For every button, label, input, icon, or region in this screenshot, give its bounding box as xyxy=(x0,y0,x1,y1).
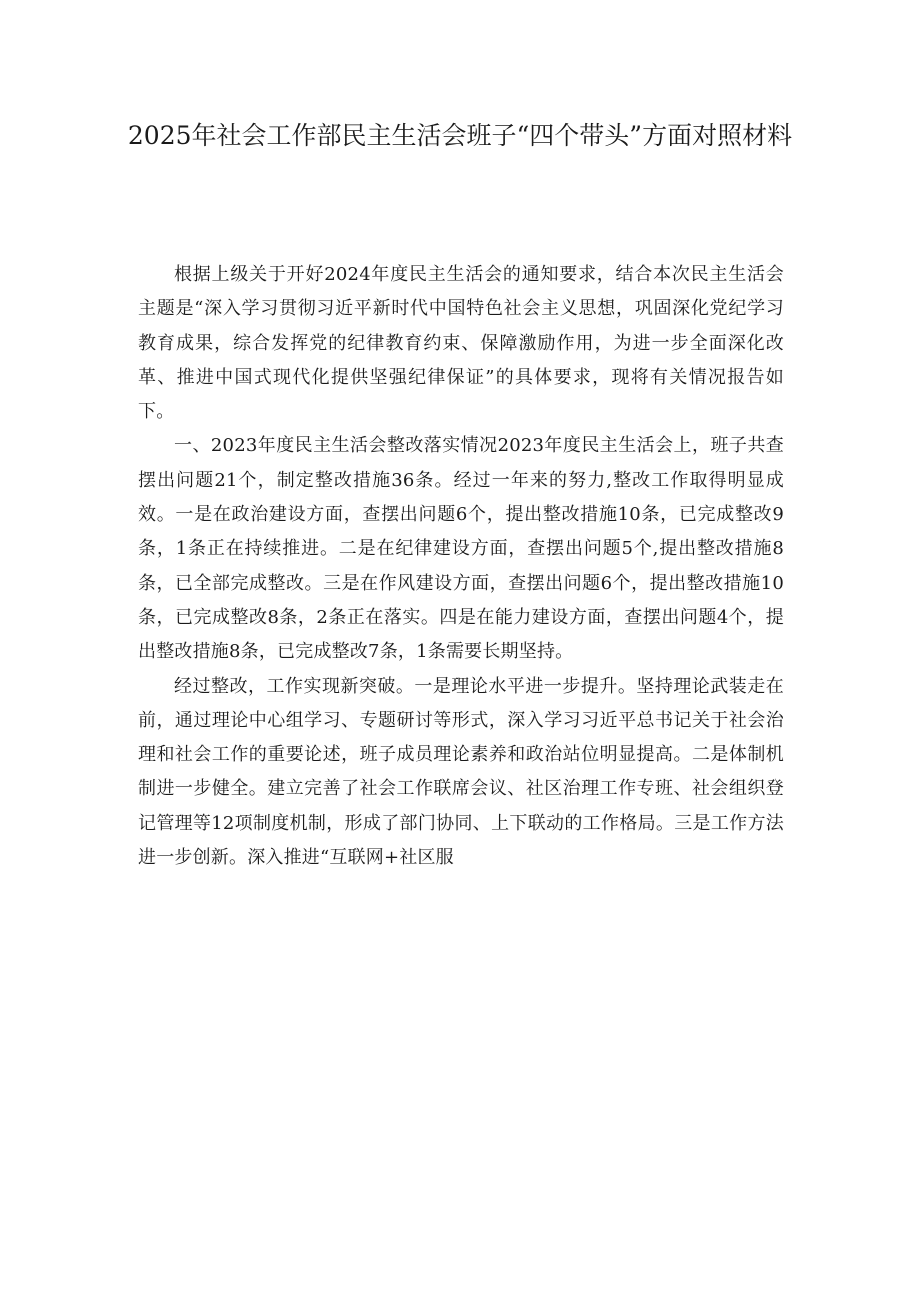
document-title: 2025年社会工作部民主生活会班子“四个带头”方面对照材料 xyxy=(127,121,793,150)
paragraph-intro: 根据上级关于开好2024年度民主生活会的通知要求，结合本次民主生活会主题是“深入学习贯彻习近平新时代中国特色社会主义思想，巩固深化党纪学习教育成果，综合发挥党的纪律教育约束、保障激励作用，为进一步全面深化改革、推进中国式现代化提供坚强纪律保证”的具体要求，现将有关情况报告如下。 xyxy=(138,264,784,423)
paragraph-rectification-status: 一、2023年度民主生活会整改落实情况2023年度民主生活会上，班子共查摆出问题21个，制定整改措施36条。经过一年来的努力,整改工作取得明显成效。一是在政治建设方面，查摆出问题6个，提出整改措施10条，已完成整改9条，1条正在持续推进。二是在纪律建设方面，查摆出问题5个,提出整改措施8条，已全部完成整改。三是在作风建设方面，查摆出问题6个，提出整改措施10条，已完成整改8条，2条正在落实。四是在能力建设方面，查摆出问题4个，提出整改措施8条，已完成整改7条，1条需要长期坚持。 xyxy=(138,435,784,663)
paragraph-achievements: 经过整改，工作实现新突破。一是理论水平进一步提升。坚持理论武装走在前，通过理论中心组学习、专题研讨等形式，深入学习习近平总书记关于社会治理和社会工作的重要论述，班子成员理论素养和政治站位明显提高。二是体制机制进一步健全。建立完善了社会工作联席会议、社区治理工作专班、社会组织登记管理等12项制度机制，形成了部门协同、上下联动的工作格局。三是工作方法进一步创新。深入推进“互联网+社区服 xyxy=(138,675,784,869)
document-body xyxy=(138,258,784,875)
